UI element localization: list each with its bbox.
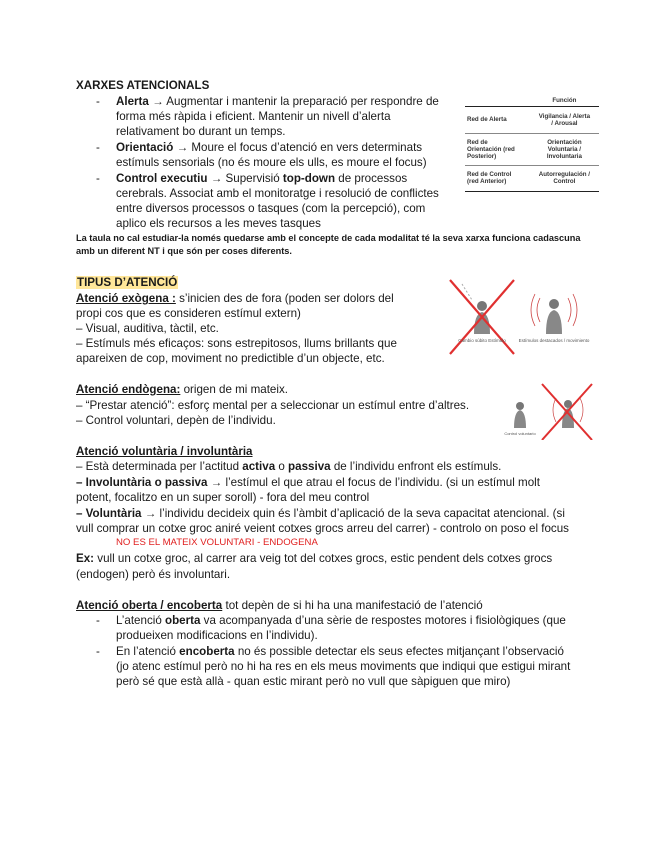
voluntaria-title: Atenció voluntària / involuntària	[76, 445, 253, 458]
exogenous-illustration	[442, 276, 602, 356]
red-note: NO ES EL MATEIX VOLUNTARI - ENDOGENA	[116, 537, 318, 548]
figure-right-icon	[531, 294, 577, 334]
endogenous-svg	[496, 380, 602, 440]
table-header: Función	[552, 97, 577, 105]
oberta-title: Atenció oberta / encoberta tot depèn de si hi ha una manifestació de l’atenció	[76, 599, 483, 612]
note-line-1: La taula no cal estudiar-la només quedarse amb el concepte de cada modalitat té la seva xarxa funciona cadascuna	[76, 233, 581, 243]
orientacio-line-1: Orientació → Moure el focus d’atenció en vers determinats	[116, 141, 423, 154]
endogena-line-1: Atenció endògena: origen de mi mateix.	[76, 383, 288, 396]
alerta-line-1: Alerta → Augmentar i mantenir la preparació per respondre de	[116, 95, 439, 108]
encoberta-bullet: En l’atenció encoberta no és possible detectar els seus efectes mitjançant l’observació	[116, 645, 564, 658]
control-line-1: Control executiu → Supervisió top-down de processos	[116, 172, 408, 185]
note-line-2: amb un diferent NT i que són per coses diferents.	[76, 246, 292, 256]
exogena-line-1: Atenció exògena : s’inicien des de fora (poden ser dolors del	[76, 292, 394, 305]
figure-left-icon	[514, 402, 526, 428]
cross-icon	[542, 384, 592, 440]
img1-caption-right: Estímulos destacados / movimiento	[518, 338, 590, 343]
oberta-bullet: L’atenció oberta va acompanyada d’una sèrie de respostes motores i fisiològiques (que	[116, 614, 566, 627]
networks-table: Función Red de Alerta Vigilancia / Alerta / Arousal Red de Orientación (red Posterior) Orientación Voluntaria / Involuntaria Red de Control (red Anterior) Autorregulación / Control	[465, 96, 599, 192]
section-title-xarxes: XARXES ATENCIONALS	[76, 79, 210, 92]
img1-caption-left: Cambio súbito Estímulo	[458, 338, 506, 343]
img2-caption: Control voluntario	[504, 431, 536, 436]
section-title-tipus: TIPUS D’ATENCIÓ	[77, 276, 178, 289]
exogenous-svg	[442, 276, 602, 356]
endogenous-illustration	[496, 380, 602, 440]
